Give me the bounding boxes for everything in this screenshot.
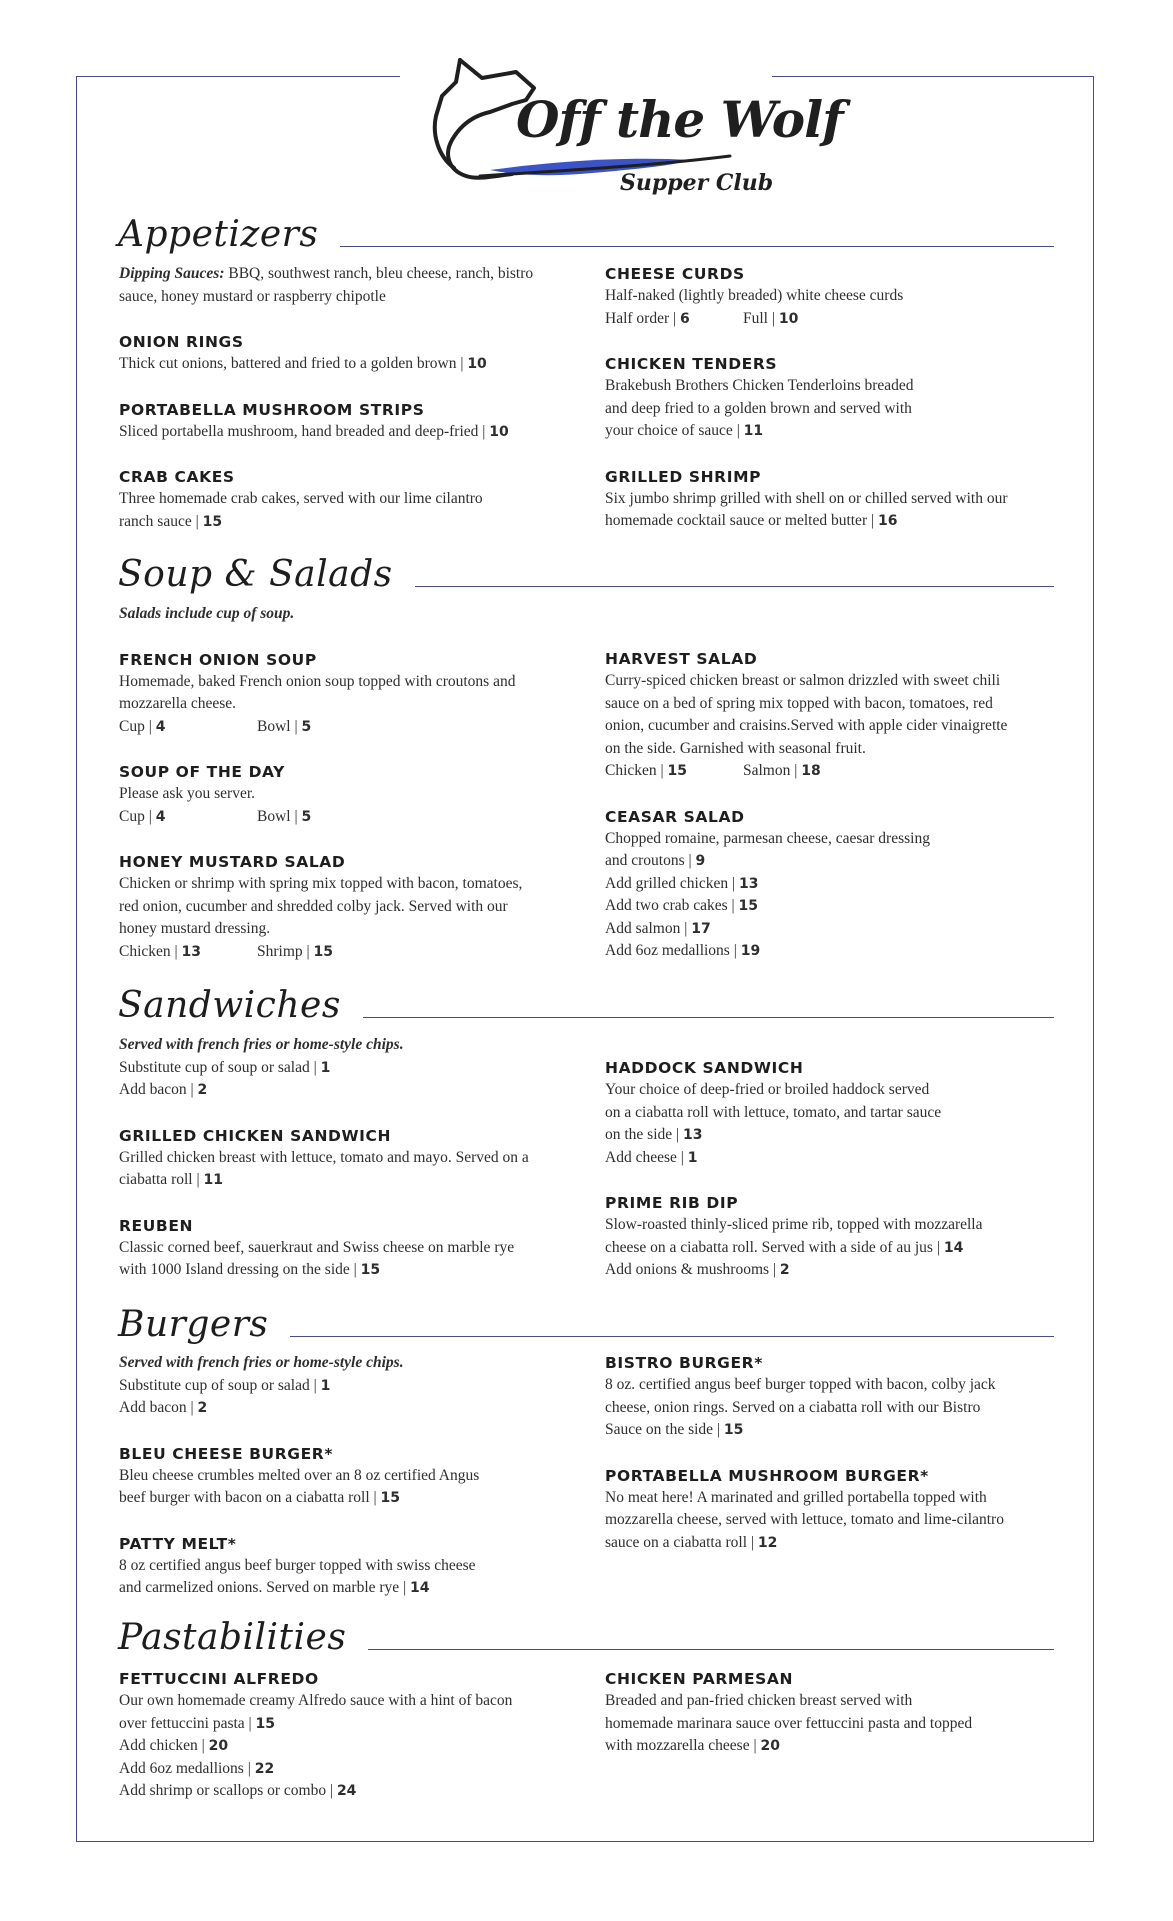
- sandwiches-right: [605, 1057, 1055, 1282]
- item-name: SOUP OF THE DAY: [119, 763, 285, 781]
- menu-item-chicken-tenders: [605, 353, 1055, 443]
- appetizers-right: [605, 263, 1055, 533]
- item-price: 20: [760, 1738, 780, 1754]
- item-desc: on a ciabatta roll with lettuce, tomato, and tartar sauce: [605, 1103, 942, 1121]
- addon-label: Add onions & mushrooms |: [605, 1261, 780, 1278]
- option-label: Salmon |: [743, 762, 802, 779]
- section-title: Soup & Salads: [118, 554, 393, 595]
- addon-label: Add grilled chicken |: [605, 874, 739, 892]
- addon-price: 1: [320, 1059, 331, 1076]
- item-desc: No meat here! A marinated and grilled portabella topped with: [605, 1488, 987, 1506]
- logo-subtitle: Supper Club: [620, 170, 774, 196]
- item-price: 15: [202, 513, 223, 530]
- item-desc: Sliced portabella mushroom, hand breaded and deep-fried |: [119, 422, 490, 440]
- logo-title: Off the Wolf: [516, 90, 843, 149]
- menu-item-grilled-chicken-sandwich: [119, 1125, 569, 1192]
- item-name: PORTABELLA MUSHROOM STRIPS: [119, 400, 425, 419]
- item-price: 15: [255, 1715, 276, 1732]
- item-name: FRENCH ONION SOUP: [119, 650, 317, 669]
- dipping-text: BBQ, southwest ranch, bleu cheese, ranch, bistro: [224, 265, 534, 282]
- item-price: 10: [778, 310, 799, 327]
- menu-item-prime-rib-dip: [605, 1192, 1055, 1282]
- option-label: Cup |: [119, 807, 156, 825]
- appetizers-left: [119, 263, 569, 533]
- menu-item-cheese-curds: [605, 263, 1055, 330]
- item-desc: Half-naked (lightly breaded) white cheese curds: [605, 287, 904, 304]
- item-desc: homemade marinara sauce over fettuccini pasta and topped: [605, 1714, 973, 1732]
- item-desc: on the side. Garnished with seasonal fruit.: [605, 739, 866, 757]
- option-label: Chicken |: [605, 762, 668, 779]
- menu-item-caesar-salad: [605, 806, 1055, 963]
- item-desc: cheese, onion rings. Served on a ciabatta roll with our Bistro: [605, 1398, 981, 1416]
- item-price: 11: [203, 1172, 223, 1188]
- section-rule: [368, 1649, 1054, 1650]
- section-soup-salads: [118, 555, 1054, 595]
- addon-price: 20: [208, 1738, 229, 1754]
- section-title: Pastabilities: [118, 1617, 347, 1658]
- item-desc: your choice of sauce |: [605, 422, 744, 439]
- item-name: BLEU CHEESE BURGER*: [119, 1444, 334, 1463]
- item-name: CRAB CAKES: [119, 468, 235, 486]
- section-rule: [340, 246, 1054, 247]
- item-desc: mozzarella cheese.: [119, 695, 237, 712]
- item-desc: Breaded and pan-fried chicken breast served with: [605, 1692, 913, 1709]
- item-desc: with mozzarella cheese |: [605, 1737, 761, 1754]
- addon-label: Add two crab cakes |: [605, 897, 739, 914]
- menu-item-haddock-sandwich: [605, 1057, 1055, 1169]
- section-title: Sandwiches: [118, 985, 341, 1026]
- addon-label: Add bacon |: [119, 1399, 198, 1416]
- option-label: Chicken |: [119, 942, 182, 960]
- addon-price: 1: [687, 1149, 698, 1166]
- item-name: HARVEST SALAD: [605, 650, 758, 668]
- item-price: 13: [181, 943, 201, 960]
- item-desc: with 1000 Island dressing on the side |: [119, 1261, 361, 1278]
- addon-price: 15: [738, 898, 758, 914]
- item-name: HONEY MUSTARD SALAD: [119, 853, 346, 871]
- item-desc: on the side |: [605, 1126, 684, 1143]
- section-title: Appetizers: [118, 214, 319, 255]
- item-price: 10: [489, 423, 509, 440]
- item-name: PORTABELLA MUSHROOM BURGER*: [605, 1466, 929, 1485]
- addon-price: 22: [254, 1760, 275, 1777]
- section-rule: [363, 1017, 1054, 1018]
- addon-label: Add 6oz medallions |: [119, 1759, 255, 1777]
- addon-price: 2: [779, 1262, 790, 1278]
- item-price: 4: [155, 718, 166, 735]
- burgers-left: [119, 1352, 569, 1600]
- item-desc: Slow-roasted thinly-sliced prime rib, topped with mozzarella: [605, 1216, 983, 1233]
- addon-label: Add bacon |: [119, 1081, 198, 1098]
- menu-item-reuben: [119, 1215, 569, 1282]
- item-desc: ciabatta roll |: [119, 1171, 204, 1188]
- item-name: REUBEN: [119, 1216, 194, 1235]
- section-sandwiches: [118, 986, 1054, 1026]
- item-price: 5: [301, 808, 312, 825]
- item-desc: red onion, cucumber and shredded colby jack. Served with our: [119, 897, 508, 915]
- item-desc: Brakebush Brothers Chicken Tenderloins breaded: [605, 377, 914, 394]
- item-desc: 8 oz certified angus beef burger topped with swiss cheese: [119, 1556, 476, 1574]
- menu-item-chicken-parmesan: [605, 1668, 1055, 1758]
- item-price: 9: [695, 853, 706, 869]
- addon-label: Add 6oz medallions |: [605, 942, 741, 959]
- item-name: GRILLED CHICKEN SANDWICH: [119, 1126, 392, 1145]
- addon-label: Add shrimp or scallops or combo |: [119, 1782, 337, 1799]
- item-desc: Classic corned beef, sauerkraut and Swiss cheese on marble rye: [119, 1238, 515, 1256]
- sandwiches-left: [119, 1034, 569, 1282]
- section-rule: [290, 1336, 1054, 1337]
- item-desc: Grilled chicken breast with lettuce, tomato and mayo. Served on a: [119, 1148, 529, 1166]
- addon-price: 24: [336, 1783, 357, 1799]
- option-label: Cup |: [119, 717, 156, 735]
- item-name: CHICKEN PARMESAN: [605, 1670, 794, 1688]
- item-price: 13: [683, 1127, 703, 1143]
- section-pastabilities: [118, 1618, 1054, 1658]
- item-price: 6: [679, 310, 690, 327]
- dipping-text-2: sauce, honey mustard or raspberry chipotle: [119, 287, 386, 305]
- section-appetizers: [118, 215, 1054, 255]
- item-name: ONION RINGS: [119, 333, 244, 351]
- menu-item-patty-melt: [119, 1533, 569, 1600]
- section-title: Burgers: [118, 1304, 269, 1345]
- item-desc: homemade cocktail sauce or melted butter |: [605, 512, 878, 529]
- item-price: 14: [410, 1580, 430, 1596]
- menu-item-bleu-cheese-burger: [119, 1443, 569, 1510]
- addon-price: 19: [740, 943, 761, 959]
- addon-price: 2: [197, 1400, 208, 1416]
- item-desc: sauce on a bed of spring mix topped with bacon, tomatoes, red: [605, 694, 993, 712]
- menu-item-onion-rings: [119, 331, 569, 376]
- item-desc: Chopped romaine, parmesan cheese, caesar dressing: [605, 829, 930, 847]
- item-price: 11: [743, 423, 764, 439]
- addon-label: Add cheese |: [605, 1148, 688, 1166]
- item-price: 14: [943, 1239, 964, 1256]
- menu-item-harvest-salad: [605, 648, 1055, 783]
- option-label: Shrimp |: [257, 942, 314, 960]
- item-name: FETTUCCINI ALFREDO: [119, 1670, 319, 1688]
- menu-item-honey-mustard-salad: [119, 851, 569, 963]
- item-desc: Chicken or shrimp with spring mix topped with bacon, tomatoes,: [119, 875, 523, 892]
- addon-label: Add chicken |: [119, 1737, 209, 1754]
- section-note: Salads include cup of soup.: [119, 605, 295, 622]
- item-price: 10: [467, 356, 487, 372]
- logo: [420, 52, 843, 212]
- addon-price: 13: [738, 875, 759, 892]
- addon-price: 2: [197, 1082, 208, 1098]
- item-name: CHEESE CURDS: [605, 265, 745, 283]
- soup-right: [605, 648, 1055, 963]
- item-desc: Three homemade crab cakes, served with our lime cilantro: [119, 490, 483, 507]
- option-label: Half order |: [605, 309, 680, 327]
- item-desc: and deep fried to a golden brown and served with: [605, 399, 912, 417]
- menu-item-french-onion: [119, 649, 569, 739]
- item-desc: beef burger with bacon on a ciabatta roll |: [119, 1489, 381, 1506]
- item-desc: Thick cut onions, battered and fried to a golden brown |: [119, 355, 468, 372]
- item-name: BISTRO BURGER*: [605, 1354, 763, 1372]
- item-desc: Curry-spiced chicken breast or salmon drizzled with sweet chili: [605, 672, 1001, 689]
- item-desc: Six jumbo shrimp grilled with shell on or chilled served with our: [605, 489, 1008, 507]
- menu-item-bistro-burger: [605, 1352, 1055, 1442]
- item-desc: Our own homemade creamy Alfredo sauce with a hint of bacon: [119, 1692, 513, 1709]
- item-desc: over fettuccini pasta |: [119, 1714, 256, 1732]
- dipping-label: Dipping Sauces:: [119, 265, 225, 282]
- item-desc: cheese on a ciabatta roll. Served with a side of au jus |: [605, 1238, 944, 1256]
- item-price: 4: [155, 808, 166, 825]
- addon-label: Add salmon |: [605, 919, 692, 937]
- item-desc: sauce on a ciabatta roll |: [605, 1533, 758, 1551]
- item-desc: and carmelized onions. Served on marble rye |: [119, 1579, 411, 1596]
- option-label: Bowl |: [257, 717, 302, 735]
- section-note: Served with french fries or home-style chips.: [119, 1354, 404, 1371]
- menu-item-portabella-burger: [605, 1465, 1055, 1555]
- item-desc: Your choice of deep-fried or broiled haddock served: [605, 1081, 930, 1098]
- item-name: HADDOCK SANDWICH: [605, 1059, 804, 1077]
- item-price: 15: [667, 763, 687, 779]
- item-price: 15: [360, 1262, 381, 1278]
- burgers-right: [605, 1352, 1055, 1554]
- item-desc: honey mustard dressing.: [119, 920, 271, 937]
- addon-label: Substitute cup of soup or salad |: [119, 1058, 321, 1076]
- pasta-right: [605, 1668, 1055, 1758]
- soup-left: [119, 603, 569, 963]
- item-price: 12: [757, 1534, 778, 1551]
- menu-item-crab-cakes: [119, 466, 569, 533]
- item-name: PRIME RIB DIP: [605, 1194, 739, 1212]
- item-name: PATTY MELT*: [119, 1534, 237, 1553]
- pasta-left: [119, 1668, 569, 1803]
- menu-item-grilled-shrimp: [605, 466, 1055, 533]
- item-desc: Homemade, baked French onion soup topped with croutons and: [119, 672, 516, 690]
- item-desc: onion, cucumber and craisins.Served with apple cider vinaigrette: [605, 717, 1008, 734]
- section-burgers: [118, 1305, 1054, 1345]
- section-note: Served with french fries or home-style chips.: [119, 1036, 404, 1053]
- item-name: CHICKEN TENDERS: [605, 355, 778, 373]
- item-price: 15: [313, 943, 333, 960]
- item-price: 18: [801, 763, 821, 779]
- item-desc: and croutons |: [605, 852, 696, 869]
- item-desc: 8 oz. certified angus beef burger topped with bacon, colby jack: [605, 1376, 996, 1393]
- item-price: 16: [877, 513, 898, 529]
- item-desc: Sauce on the side |: [605, 1421, 724, 1438]
- section-rule: [415, 586, 1054, 587]
- option-label: Full |: [743, 309, 779, 327]
- item-desc: Bleu cheese crumbles melted over an 8 oz certified Angus: [119, 1466, 480, 1484]
- item-price: 15: [723, 1422, 744, 1438]
- item-name: GRILLED SHRIMP: [605, 467, 762, 486]
- menu-item-soup-of-day: [119, 761, 569, 828]
- option-label: Bowl |: [257, 807, 302, 825]
- addon-price: 1: [320, 1377, 331, 1394]
- addon-label: Substitute cup of soup or salad |: [119, 1376, 321, 1394]
- item-name: CEASAR SALAD: [605, 807, 745, 826]
- menu-item-portabella-strips: [119, 399, 569, 444]
- item-price: 15: [380, 1490, 400, 1506]
- item-price: 5: [301, 718, 312, 735]
- item-desc: ranch sauce |: [119, 512, 203, 530]
- menu-item-fettuccini-alfredo: [119, 1668, 569, 1803]
- addon-price: 17: [691, 920, 711, 937]
- item-desc: mozzarella cheese, served with lettuce, tomato and lime-cilantro: [605, 1511, 1004, 1528]
- item-desc: Please ask you server.: [119, 785, 256, 802]
